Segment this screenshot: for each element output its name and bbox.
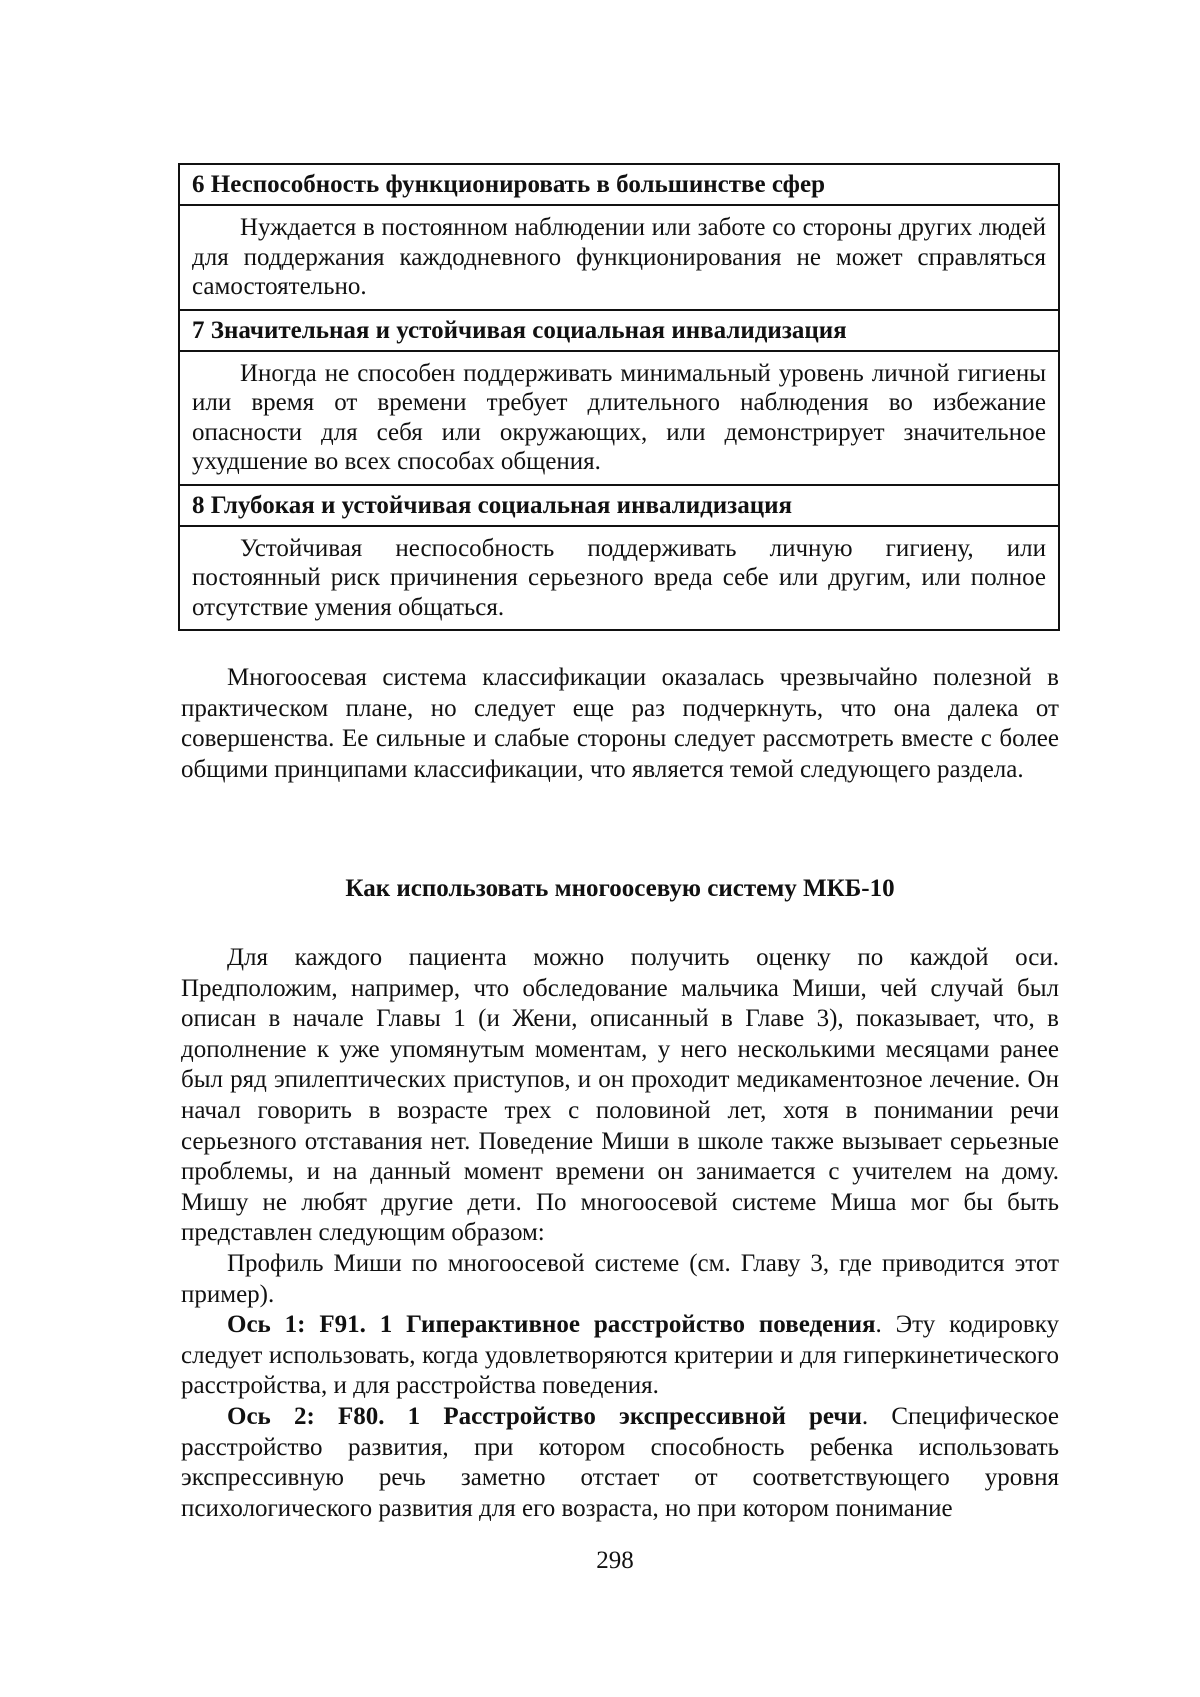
- level-6-description: Нуждается в постоянном наблюдении или заботе со стороны других людей для поддержания каждодневного функционирования не может справляться самостоятельно.: [180, 206, 1058, 311]
- level-7-header: 7 Значительная и устойчивая социальная инвалидизация: [180, 311, 1058, 352]
- axis-1-paragraph: [181, 1310, 1059, 1402]
- axis-1-title: Ось 1: F91. 1 Гиперактивное расстройство поведения: [227, 1311, 876, 1339]
- level-6-header: 6 Неспособность функционировать в большинстве сфер: [180, 165, 1058, 206]
- section-heading: Как использовать многоосевую систему МКБ-10: [345, 875, 895, 902]
- profile-paragraph: Профиль Миши по многоосевой системе (см. Главу 3, где приводится этот пример).: [181, 1249, 1059, 1308]
- axis-1-text: . Эту кодировку следует использовать, когда удовлетворяются критерии и для гиперкинетического расстройства, и для расстройства поведения.: [181, 1311, 1059, 1400]
- case-text-block: [181, 943, 1059, 1524]
- axis-2-title: Ось 2: F80. 1 Расстройство экспрессивной речи: [227, 1402, 862, 1430]
- level-7-description: Иногда не способен поддерживать минимальный уровень личной гигиены или время от времени требует длительного наблюдения во избежание опасности для себя или окружающих, или демонстрирует значительное ухудшение во всех способах общения.: [180, 352, 1058, 486]
- intro-text-block: [181, 663, 1059, 785]
- intro-paragraph: Многоосевая система классификации оказалась чрезвычайно полезной в практическом плане, но следует еще раз подчеркнуть, что она далека от совершенства. Ее сильные и слабые стороны следует рассмотреть вместе с более общими принципами классификации, что является темой следующего раздела.: [181, 664, 1059, 783]
- disability-levels-table: [178, 163, 1060, 631]
- case-paragraph: Для каждого пациента можно получить оценку по каждой оси. Предположим, например, что обследование мальчика Миши, чей случай был описан в начале Главы 1 (и Жени, описанный в Главе 3), показывает, что, в дополнение к уже упомянутым моментам, у него несколькими месяцами ранее был ряд эпилептических приступов, и он проходит медикаментозное лечение. Он начал говорить в возрасте трех с половиной лет, хотя в понимании речи серьезного отставания нет. Поведение Миши в школе также вызывает серьезные проблемы, и на данный момент времени он занимается с учителем на дому. Мишу не любят другие дети. По многоосевой системе Миша мог бы быть представлен следующим образом:: [181, 944, 1059, 1247]
- level-8-description: Устойчивая неспособность поддерживать личную гигиену, или постоянный риск причинения серьезного вреда себе или другим, или полное отсутствие умения общаться.: [192, 534, 1046, 621]
- level-8-header: 8 Глубокая и устойчивая социальная инвалидизация: [180, 486, 1058, 527]
- axis-2-paragraph: [181, 1402, 1059, 1524]
- axis-2-text: . Специфическое расстройство развития, при котором способность ребенка использовать экспрессивную речь заметно отстает от соответствующего уровня психологического развития для его возраста, но при котором понимание: [181, 1402, 1059, 1522]
- page-number: 298: [596, 1547, 634, 1574]
